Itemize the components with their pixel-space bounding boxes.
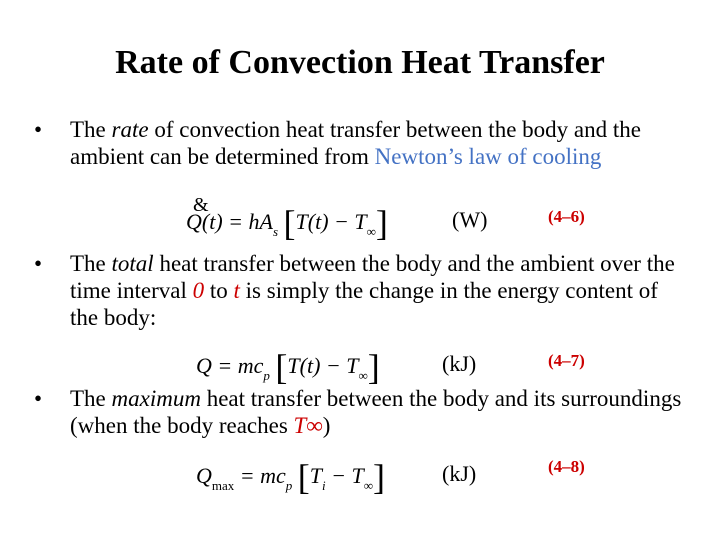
eq-bracket: ] — [375, 203, 388, 243]
eq-subscript: p — [263, 368, 270, 383]
eq-bracket: [ — [275, 347, 288, 387]
eq-subscript: max — [211, 478, 235, 493]
equation-4-7-unit: (kJ) — [442, 351, 477, 376]
t-infinity-symbol: T∞ — [293, 413, 323, 438]
equation-4-6-unit: (W) — [452, 207, 488, 232]
equation-4-6-number: (4–6) — [548, 207, 585, 226]
emphasis-maximum: maximum — [111, 386, 201, 411]
eq-subscript: p — [285, 478, 293, 493]
equation-4-8-unit: (kJ) — [442, 461, 477, 486]
emphasis-total: total — [111, 251, 154, 276]
emphasis-rate: rate — [111, 117, 149, 142]
equation-4-8 — [196, 456, 385, 498]
eq-symbol: T(t) − T — [287, 353, 359, 378]
eq-symbol: Q = mc — [196, 353, 264, 378]
eq-symbol: T(t) − T — [295, 209, 367, 234]
equation-4-6 — [186, 202, 388, 244]
newtons-law-link-text: Newton’s law of cooling — [374, 144, 602, 169]
bullet-1-marker: • — [34, 117, 43, 142]
eq-symbol: T — [309, 463, 323, 488]
bullet-3-text — [70, 385, 690, 439]
eq-subscript: s — [272, 224, 279, 239]
eq-bracket: [ — [283, 203, 296, 243]
eq-bracket: [ — [297, 457, 310, 497]
eq-bracket: ] — [373, 457, 386, 497]
bullet-1-text — [70, 116, 690, 170]
bullet-3-marker: • — [34, 386, 43, 411]
equation-4-7 — [196, 346, 380, 388]
interval-end: t — [233, 278, 240, 303]
eq-symbol: − T — [325, 463, 364, 488]
text-run: heat transfer between the body and its surroundings (when the body reaches — [70, 386, 682, 438]
eq-subscript: i — [322, 478, 326, 493]
text-run: The — [70, 251, 112, 276]
eq-subscript: ∞ — [366, 224, 376, 239]
bullet-2-text — [70, 250, 690, 331]
equation-4-8-number: (4–8) — [548, 457, 585, 476]
text-run: The — [70, 386, 112, 411]
eq-symbol: Q — [196, 463, 212, 488]
eq-symbol: = hA — [222, 209, 273, 234]
text-run: is simply the change in the energy content of the body: — [70, 278, 658, 330]
text-run: to — [204, 278, 234, 303]
interval-start: 0 — [192, 278, 205, 303]
eq-subscript: ∞ — [363, 478, 374, 493]
slide-title: Rate of Convection Heat Transfer — [115, 44, 605, 81]
eq-subscript: ∞ — [358, 368, 368, 383]
eq-symbol: = mc — [234, 463, 286, 488]
bullet-2-marker: • — [34, 251, 43, 276]
eq-symbol: Q — [186, 209, 202, 234]
text-run: heat transfer between the body and the ambient over the time interval — [70, 251, 675, 303]
eq-bracket: ] — [367, 347, 380, 387]
equation-4-7-number: (4–7) — [548, 351, 585, 370]
text-run: The — [70, 117, 112, 142]
text-run: of convection heat transfer between the body and the ambient can be determined from — [70, 117, 641, 169]
eq-symbol: (t) — [201, 209, 223, 234]
qdot-ampersand-glyph: & — [193, 194, 209, 216]
text-run: ) — [322, 413, 331, 438]
